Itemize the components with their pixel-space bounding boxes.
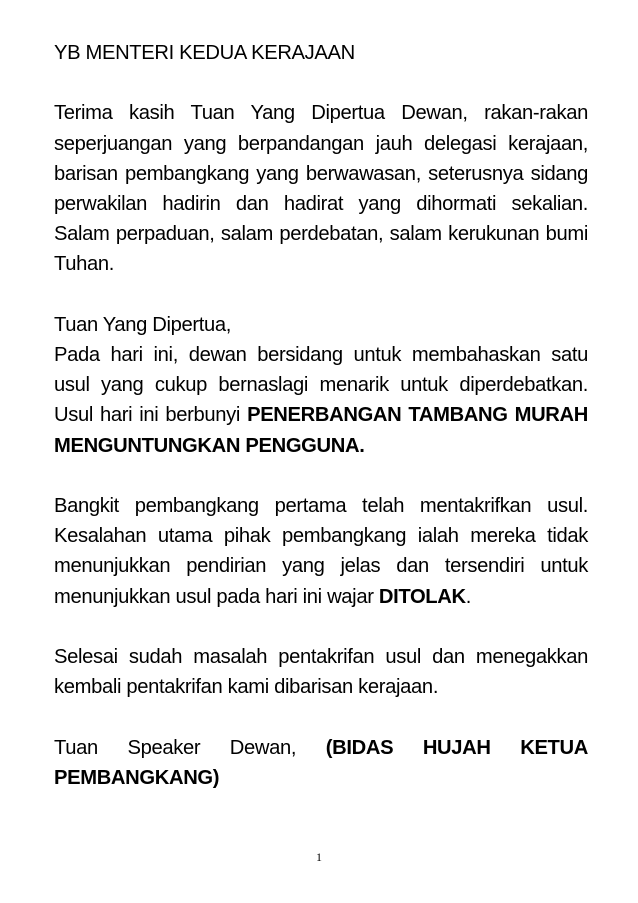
document-body xyxy=(54,38,588,793)
rejected-emphasis: DITOLAK xyxy=(378,585,466,608)
motion-intro-text: Pada hari ini, dewan bersidang untuk membahaskan satu usul yang cukup bernaslagi menarik untuk diperdebatkan. Usul hari ini berbunyi xyxy=(54,344,588,427)
closing-paragraph xyxy=(54,733,588,793)
rebuttal-text: Bangkit pembangkang pertama telah mentakrifkan usul. Kesalahan utama pihak pembangkang ialah mereka tidak menunjukkan pendirian yang jelas dan tersendiri untuk menunjukkan usul pada hari ini wajar xyxy=(54,495,588,608)
speaker-heading: YB MENTERI KEDUA KERAJAAN xyxy=(54,42,355,64)
salutation: Tuan Yang Dipertua, xyxy=(54,313,232,336)
page-number: 1 xyxy=(316,850,322,864)
opening-paragraph: Terima kasih Tuan Yang Dipertua Dewan, rakan-rakan seperjuangan yang berpandangan jauh delegasi kerajaan, barisan pembangkang yang berwawasan, seterusnya sidang perwakilan hadirin dan hadirat yang dihormati sekalian. Salam perpaduan, salam perdebatan, salam kerukunan bumi Tuhan. xyxy=(54,102,588,276)
rebuttal-end: . xyxy=(465,585,472,608)
closing-emphasis: (BIDAS HUJAH KETUA PEMBANGKANG) xyxy=(54,736,588,789)
definition-paragraph: Selesai sudah masalah pentakrifan usul dan menegakkan kembali pentakrifan kami dibarisan kerajaan. xyxy=(54,646,588,699)
closing-address: Tuan Speaker Dewan, xyxy=(54,736,297,759)
motion-paragraph xyxy=(54,310,588,461)
motion-title: PENERBANGAN TAMBANG MURAH MENGUNTUNGKAN PENGGUNA. xyxy=(54,404,588,457)
rebuttal-paragraph xyxy=(54,491,588,612)
